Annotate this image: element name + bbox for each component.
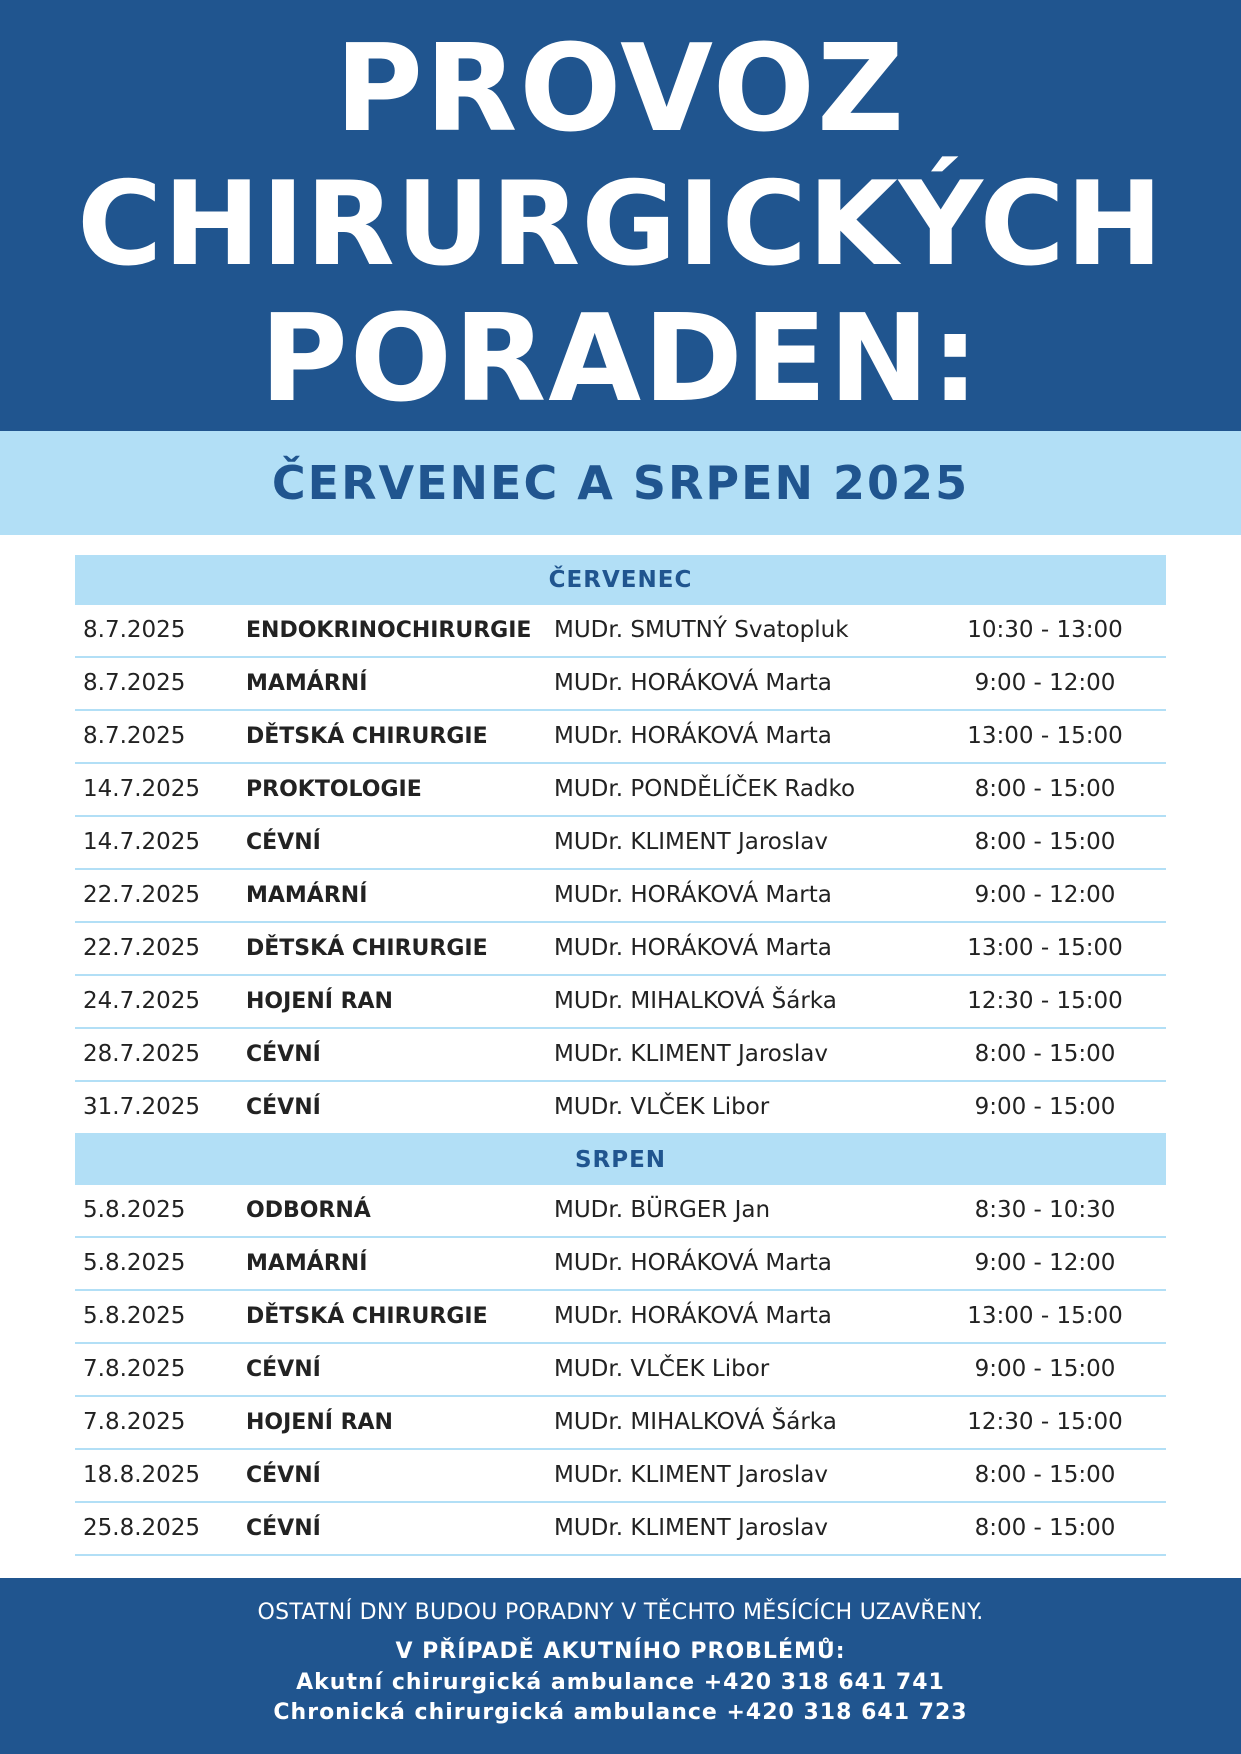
row-date: 5.8.2025	[83, 1197, 186, 1223]
row-date: 8.7.2025	[83, 670, 186, 696]
row-time: 9:00 - 15:00	[974, 1094, 1116, 1120]
row-doctor: MUDr. VLČEK Libor	[554, 1094, 770, 1120]
table-row	[75, 764, 1166, 817]
closed-note: OSTATNÍ DNY BUDOU PORADNY V TĚCHTO MĚSÍCÍCH UZAVŘENY.	[257, 1600, 984, 1625]
row-date: 5.8.2025	[83, 1250, 186, 1276]
row-time: 8:00 - 15:00	[974, 1462, 1116, 1488]
table-row	[75, 870, 1166, 923]
row-doctor: MUDr. HORÁKOVÁ Marta	[554, 1303, 832, 1329]
row-doctor: MUDr. PONDĚLÍČEK Radko	[554, 776, 856, 802]
row-date: 31.7.2025	[83, 1094, 201, 1120]
table-row	[75, 1185, 1166, 1238]
row-clinic-type: HOJENÍ RAN	[246, 1410, 393, 1435]
row-date: 18.8.2025	[83, 1462, 201, 1488]
row-doctor: MUDr. KLIMENT Jaroslav	[554, 1515, 828, 1541]
row-doctor: MUDr. SMUTNÝ Svatopluk	[554, 617, 849, 643]
row-clinic-type: HOJENÍ RAN	[246, 989, 393, 1014]
row-clinic-type: ODBORNÁ	[246, 1198, 371, 1223]
row-clinic-type: CÉVNÍ	[246, 1042, 321, 1067]
table-row	[75, 1344, 1166, 1397]
row-time: 8:30 - 10:30	[974, 1197, 1116, 1223]
row-time: 9:00 - 12:00	[974, 882, 1116, 908]
row-time: 13:00 - 15:00	[967, 1303, 1123, 1329]
row-time: 8:00 - 15:00	[974, 776, 1116, 802]
title-line-3: PORADEN:	[259, 290, 982, 429]
table-row	[75, 1450, 1166, 1503]
row-date: 28.7.2025	[83, 1041, 201, 1067]
row-time: 9:00 - 15:00	[974, 1356, 1116, 1382]
row-clinic-type: CÉVNÍ	[246, 1516, 321, 1541]
row-clinic-type: DĚTSKÁ CHIRURGIE	[246, 936, 488, 961]
row-clinic-type: CÉVNÍ	[246, 1463, 321, 1488]
table-row	[75, 1238, 1166, 1291]
row-time: 8:00 - 15:00	[974, 1041, 1116, 1067]
table-row	[75, 817, 1166, 870]
table-row	[75, 711, 1166, 764]
row-clinic-type: ENDOKRINOCHIRURGIE	[246, 618, 532, 643]
row-date: 25.8.2025	[83, 1515, 201, 1541]
row-doctor: MUDr. HORÁKOVÁ Marta	[554, 670, 832, 696]
row-doctor: MUDr. HORÁKOVÁ Marta	[554, 723, 832, 749]
row-doctor: MUDr. HORÁKOVÁ Marta	[554, 935, 832, 961]
row-doctor: MUDr. HORÁKOVÁ Marta	[554, 882, 832, 908]
row-date: 7.8.2025	[83, 1409, 186, 1435]
row-doctor: MUDr. KLIMENT Jaroslav	[554, 1462, 828, 1488]
subtitle-band	[0, 431, 1241, 535]
row-time: 12:30 - 15:00	[967, 988, 1123, 1014]
row-date: 14.7.2025	[83, 776, 201, 802]
acute-heading: V PŘÍPADĚ AKUTNÍHO PROBLÉMŮ:	[395, 1639, 846, 1664]
row-clinic-type: CÉVNÍ	[246, 1095, 321, 1120]
schedule-table	[75, 555, 1166, 1556]
row-date: 22.7.2025	[83, 882, 201, 908]
row-clinic-type: DĚTSKÁ CHIRURGIE	[246, 1304, 488, 1329]
row-doctor: MUDr. KLIMENT Jaroslav	[554, 829, 828, 855]
header-banner	[0, 0, 1241, 431]
row-time: 13:00 - 15:00	[967, 935, 1123, 961]
row-date: 24.7.2025	[83, 988, 201, 1014]
row-date: 8.7.2025	[83, 617, 186, 643]
row-doctor: MUDr. MIHALKOVÁ Šárka	[554, 1409, 837, 1435]
chronic-ambulance-line: Chronická chirurgická ambulance +420 318 641 723	[273, 1700, 968, 1725]
row-date: 5.8.2025	[83, 1303, 186, 1329]
subtitle: ČERVENEC A SRPEN 2025	[271, 456, 970, 510]
acute-ambulance-line: Akutní chirurgická ambulance +420 318 641 741	[296, 1670, 945, 1695]
table-row	[75, 1291, 1166, 1344]
row-time: 9:00 - 12:00	[974, 670, 1116, 696]
row-clinic-type: PROKTOLOGIE	[246, 777, 422, 802]
row-doctor: MUDr. BÜRGER Jan	[554, 1197, 771, 1223]
row-time: 12:30 - 15:00	[967, 1409, 1123, 1435]
row-time: 8:00 - 15:00	[974, 1515, 1116, 1541]
row-clinic-type: CÉVNÍ	[246, 830, 321, 855]
row-time: 13:00 - 15:00	[967, 723, 1123, 749]
row-clinic-type: DĚTSKÁ CHIRURGIE	[246, 724, 488, 749]
table-row	[75, 658, 1166, 711]
row-date: 8.7.2025	[83, 723, 186, 749]
row-date: 22.7.2025	[83, 935, 201, 961]
row-doctor: MUDr. MIHALKOVÁ Šárka	[554, 988, 837, 1014]
row-time: 8:00 - 15:00	[974, 829, 1116, 855]
table-row	[75, 976, 1166, 1029]
title-line-2: CHIRURGICKÝCH	[77, 157, 1164, 292]
month-header: SRPEN	[75, 1135, 1166, 1185]
table-row	[75, 1082, 1166, 1135]
footer-banner	[0, 1578, 1241, 1754]
table-row	[75, 605, 1166, 658]
table-row	[75, 1397, 1166, 1450]
row-doctor: MUDr. KLIMENT Jaroslav	[554, 1041, 828, 1067]
table-row	[75, 923, 1166, 976]
row-date: 14.7.2025	[83, 829, 201, 855]
row-clinic-type: MAMÁRNÍ	[246, 1251, 368, 1276]
row-clinic-type: MAMÁRNÍ	[246, 671, 368, 696]
row-time: 9:00 - 12:00	[974, 1250, 1116, 1276]
row-clinic-type: MAMÁRNÍ	[246, 883, 368, 908]
row-clinic-type: CÉVNÍ	[246, 1357, 321, 1382]
row-date: 7.8.2025	[83, 1356, 186, 1382]
table-row	[75, 1503, 1166, 1556]
row-doctor: MUDr. HORÁKOVÁ Marta	[554, 1250, 832, 1276]
table-row	[75, 1029, 1166, 1082]
title-line-1: PROVOZ	[335, 20, 906, 159]
row-doctor: MUDr. VLČEK Libor	[554, 1356, 770, 1382]
row-time: 10:30 - 13:00	[967, 617, 1123, 643]
month-header: ČERVENEC	[75, 555, 1166, 605]
